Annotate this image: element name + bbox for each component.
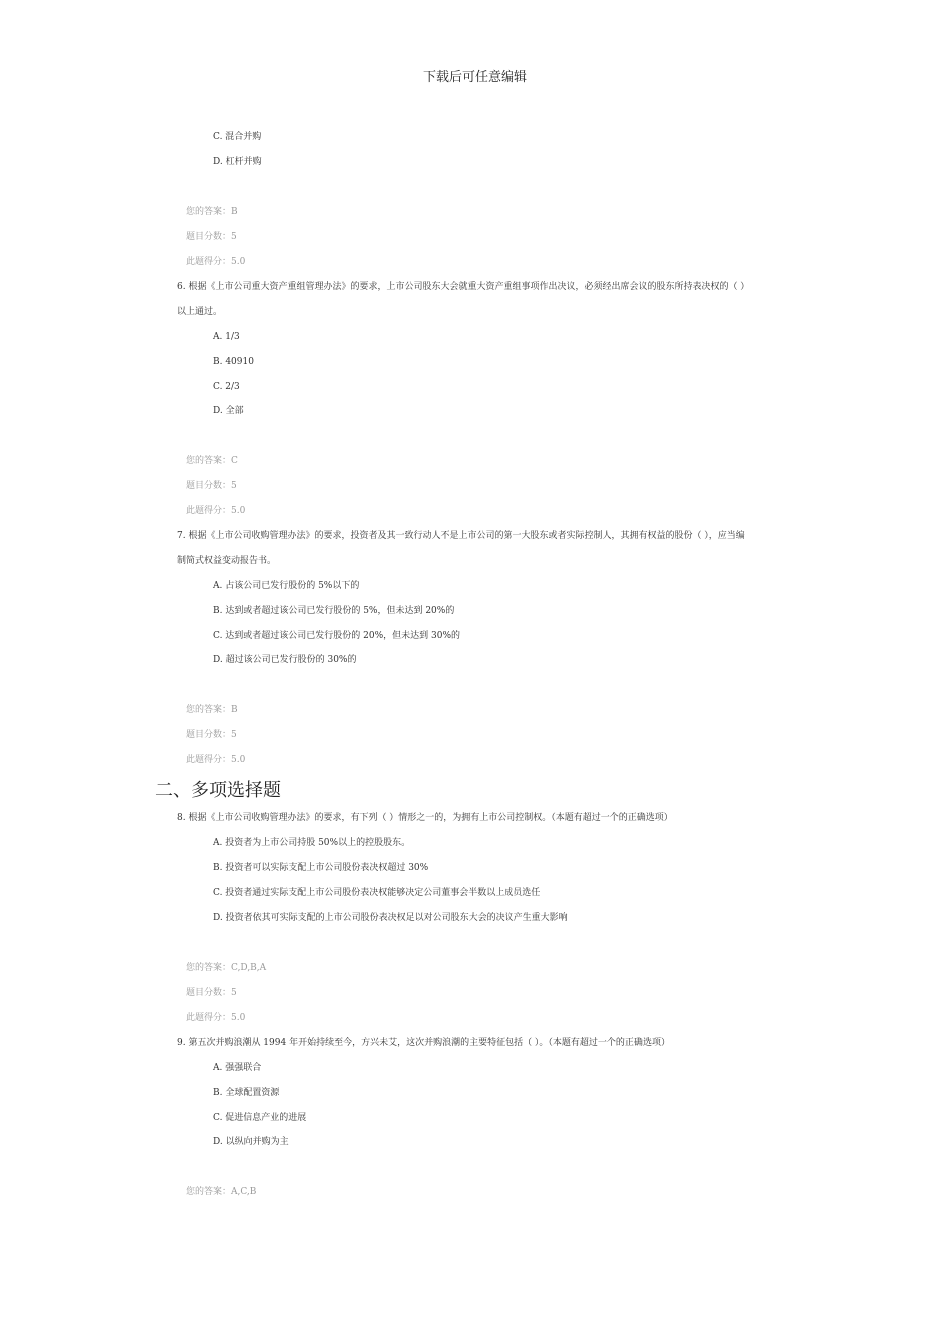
q7-text: 7. 根据《上市公司收购管理办法》的要求，投资者及其一致行动人不是上市公司的第一大股东或者实际控制人，其拥有权益的股份（ ），应当编 — [177, 531, 745, 541]
q8-your-answer: 您的答案：C,D,B,A — [186, 963, 267, 973]
q7-points: 题目分数：5 — [186, 730, 237, 740]
q6-option-b: B. 40910 — [213, 357, 254, 367]
q6-option-c: C. 2/3 — [213, 382, 240, 392]
page-header: 下载后可任意编辑 — [422, 70, 527, 85]
q5-option-d: D. 杠杆并购 — [213, 157, 262, 167]
q8-option-b: B. 投资者可以实际支配上市公司股份表决权超过 30% — [213, 863, 429, 873]
q7-your-answer: 您的答案：B — [186, 705, 238, 715]
q5-points: 题目分数：5 — [186, 232, 237, 242]
q9-option-c: C. 促进信息产业的进展 — [213, 1113, 307, 1123]
q7-option-d: D. 超过该公司已发行股份的 30%的 — [213, 655, 357, 665]
q9-option-a: A. 强强联合 — [213, 1063, 262, 1073]
q9-option-d: D. 以纵向并购为主 — [213, 1137, 289, 1147]
q8-option-c: C. 投资者通过实际支配上市公司股份表决权能够决定公司董事会半数以上成员选任 — [213, 888, 541, 898]
section-title: 二、多项选择题 — [155, 780, 281, 801]
q6-text-cont: 以上通过。 — [177, 307, 223, 317]
q7-option-b: B. 达到或者超过该公司已发行股份的 5%，但未达到 20%的 — [213, 606, 455, 616]
q8-option-d: D. 投资者依其可实际支配的上市公司股份表决权足以对公司股东大会的决议产生重大影响 — [213, 913, 568, 923]
q7-option-a: A. 占该公司已发行股份的 5%以下的 — [213, 581, 360, 591]
q9-text: 9. 第五次并购浪潮从 1994 年开始持续至今，方兴未艾，这次并购浪潮的主要特征包括（ ）。（本题有超过一个的正确选项） — [177, 1038, 670, 1048]
q9-option-b: B. 全球配置资源 — [213, 1088, 280, 1098]
q7-option-c: C. 达到或者超过该公司已发行股份的 20%，但未达到 30%的 — [213, 631, 461, 641]
q9-your-answer: 您的答案：A,C,B — [186, 1187, 257, 1197]
q8-score: 此题得分：5.0 — [186, 1013, 246, 1023]
q8-text: 8. 根据《上市公司收购管理办法》的要求，有下列（ ）情形之一的，为拥有上市公司控制权。（本题有超过一个的正确选项） — [177, 813, 673, 823]
q8-option-a: A. 投资者为上市公司持股 50%以上的控股股东。 — [213, 838, 411, 848]
q5-option-c: C. 混合并购 — [213, 132, 262, 142]
q6-text: 6. 根据《上市公司重大资产重组管理办法》的要求，上市公司股东大会就重大资产重组事项作出决议，必须经出席会议的股东所持表决权的（ ） — [177, 282, 750, 292]
q6-option-d: D. 全部 — [213, 406, 244, 416]
q7-text-cont: 制简式权益变动报告书。 — [177, 556, 277, 566]
q7-score: 此题得分：5.0 — [186, 755, 246, 765]
q5-your-answer: 您的答案：B — [186, 207, 238, 217]
q6-score: 此题得分：5.0 — [186, 506, 246, 516]
q5-score: 此题得分：5.0 — [186, 257, 246, 267]
q6-option-a: A. 1/3 — [213, 332, 240, 342]
q6-points: 题目分数：5 — [186, 481, 237, 491]
q8-points: 题目分数：5 — [186, 988, 237, 998]
q6-your-answer: 您的答案：C — [186, 456, 238, 466]
